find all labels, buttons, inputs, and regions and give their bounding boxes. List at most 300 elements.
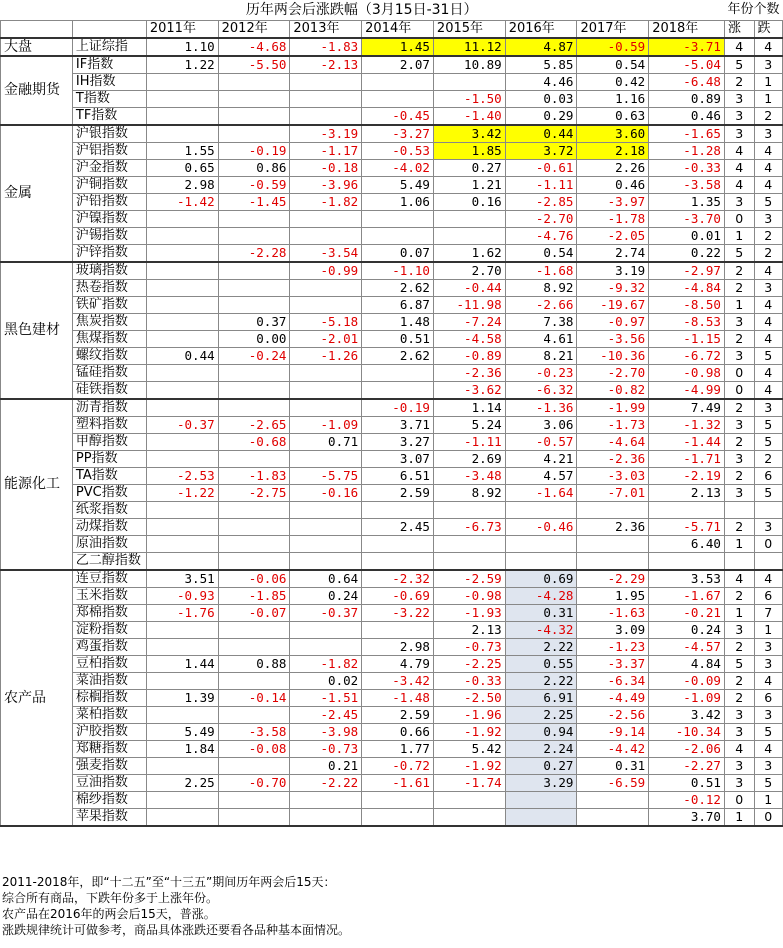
table-row [1,740,783,757]
down-count: 4 [754,262,782,280]
commodity-name: 沥青指数 [72,399,146,417]
value-cell: -1.82 [290,193,362,210]
value-cell: -6.59 [577,774,649,791]
up-count: 4 [724,142,754,159]
table-row [1,535,783,552]
value-cell: -1.96 [433,706,505,723]
value-cell: -0.93 [146,587,218,604]
year-header: 2018年 [649,20,725,38]
value-cell: 2.36 [577,518,649,535]
value-cell: -1.40 [433,107,505,125]
down-count: 2 [754,107,782,125]
value-cell: -2.32 [362,570,434,588]
value-cell: -0.69 [362,587,434,604]
value-cell: 0.02 [290,672,362,689]
value-cell: -0.08 [218,740,290,757]
value-cell: -0.45 [362,107,434,125]
commodity-name: 热卷指数 [72,279,146,296]
value-cell [505,808,577,826]
value-cell: -4.28 [505,587,577,604]
note-line: 涨跌规律统计可做参考，商品具体涨跌还要看各品种基本面情况。 [2,923,351,937]
table-row [1,313,783,330]
up-header: 涨 [724,20,754,38]
value-cell: -3.03 [577,467,649,484]
value-cell: 0.65 [146,159,218,176]
value-cell [505,552,577,570]
value-cell: -1.76 [146,604,218,621]
value-cell: -4.64 [577,433,649,450]
value-cell: 6.91 [505,689,577,706]
value-cell: -3.62 [433,381,505,399]
commodity-name: IF指数 [72,56,146,74]
table-row [1,689,783,706]
down-count: 4 [754,176,782,193]
value-cell: 0.51 [649,774,725,791]
value-cell: -2.66 [505,296,577,313]
value-cell [218,399,290,417]
category-label: 金属 [1,125,73,262]
value-cell: -0.21 [649,604,725,621]
value-cell: -1.09 [290,416,362,433]
value-cell [218,638,290,655]
table-row [1,381,783,399]
commodity-name: 沪铜指数 [72,176,146,193]
down-count: 4 [754,740,782,757]
value-cell: 1.14 [433,399,505,417]
value-cell: 2.13 [433,621,505,638]
commodity-name: 淀粉指数 [72,621,146,638]
down-count: 3 [754,757,782,774]
commodity-name: 沪铅指数 [72,193,146,210]
year-header: 2013年 [290,20,362,38]
down-count: 1 [754,791,782,808]
value-cell: -1.92 [433,757,505,774]
value-cell [146,227,218,244]
value-cell: -2.53 [146,467,218,484]
down-count: 1 [754,90,782,107]
down-count: 3 [754,638,782,655]
value-cell [290,518,362,535]
down-count [754,501,782,518]
value-cell: 0.44 [505,125,577,143]
value-cell: 0.42 [577,73,649,90]
value-cell: 2.98 [146,176,218,193]
value-cell: 2.25 [146,774,218,791]
value-cell: 2.24 [505,740,577,757]
value-cell: -6.48 [649,73,725,90]
value-cell: 0.27 [433,159,505,176]
commodity-name: 动煤指数 [72,518,146,535]
value-cell: -1.42 [146,193,218,210]
table-row [1,279,783,296]
value-cell: -3.22 [362,604,434,621]
value-cell [218,808,290,826]
value-cell [146,279,218,296]
up-count: 4 [724,38,754,56]
down-count: 2 [754,450,782,467]
value-cell: -10.34 [649,723,725,740]
value-cell: 3.60 [577,125,649,143]
table-row [1,604,783,621]
value-cell: 1.77 [362,740,434,757]
value-cell: -3.70 [649,210,725,227]
table-row [1,227,783,244]
value-cell: 7.49 [649,399,725,417]
category-label: 金融期货 [1,56,73,125]
up-count: 2 [724,587,754,604]
commodity-name: 郑棉指数 [72,604,146,621]
value-cell: -1.45 [218,193,290,210]
value-cell [146,433,218,450]
value-cell [290,808,362,826]
value-cell: 2.59 [362,706,434,723]
commodity-name: PVC指数 [72,484,146,501]
table-row [1,467,783,484]
up-count: 3 [724,757,754,774]
down-count: 1 [754,73,782,90]
value-cell [146,672,218,689]
value-cell: 5.49 [362,176,434,193]
value-cell: 1.10 [146,38,218,56]
table-row [1,399,783,417]
commodity-name: 玻璃指数 [72,262,146,280]
value-cell: -0.61 [505,159,577,176]
down-count: 4 [754,381,782,399]
value-cell: -2.19 [649,467,725,484]
value-cell [362,364,434,381]
value-cell: -0.89 [433,347,505,364]
value-cell [505,501,577,518]
value-cell: -1.73 [577,416,649,433]
value-cell [146,364,218,381]
down-count: 5 [754,193,782,210]
down-count: 4 [754,142,782,159]
table-row [1,808,783,826]
table-row [1,364,783,381]
year-header: 2011年 [146,20,218,38]
value-cell [577,808,649,826]
value-cell [146,244,218,262]
down-count: 7 [754,604,782,621]
value-cell [146,330,218,347]
value-cell: 2.70 [433,262,505,280]
up-count: 2 [724,672,754,689]
value-cell: 5.24 [433,416,505,433]
value-cell: -0.37 [146,416,218,433]
value-cell: -2.85 [505,193,577,210]
value-cell: 0.31 [577,757,649,774]
value-cell: 2.59 [362,484,434,501]
commodity-name: 菜油指数 [72,672,146,689]
value-cell: -0.18 [290,159,362,176]
value-cell: -7.24 [433,313,505,330]
table-row [1,416,783,433]
up-count: 2 [724,279,754,296]
value-cell: 5.85 [505,56,577,74]
up-count: 3 [724,90,754,107]
table-row [1,501,783,518]
value-cell: -3.48 [433,467,505,484]
value-cell: -1.48 [362,689,434,706]
value-cell: -4.57 [649,638,725,655]
up-count: 2 [724,518,754,535]
up-count: 5 [724,244,754,262]
value-cell [362,227,434,244]
value-cell: 1.84 [146,740,218,757]
table-row [1,757,783,774]
table-row [1,621,783,638]
table-row [1,774,783,791]
value-cell: -7.01 [577,484,649,501]
value-cell: 0.69 [505,570,577,588]
up-count: 2 [724,467,754,484]
value-cell [146,399,218,417]
value-cell [146,381,218,399]
value-cell [290,552,362,570]
value-cell [146,107,218,125]
value-cell [290,227,362,244]
table-row [1,73,783,90]
value-cell: 0.46 [577,176,649,193]
value-cell: -4.76 [505,227,577,244]
table-row [1,552,783,570]
value-cell [218,210,290,227]
up-count: 3 [724,193,754,210]
value-cell: -3.58 [218,723,290,740]
value-cell: -0.73 [290,740,362,757]
down-count: 6 [754,689,782,706]
value-cell: 1.21 [433,176,505,193]
up-count: 1 [724,296,754,313]
value-cell: 2.74 [577,244,649,262]
table-row [1,142,783,159]
value-cell [649,552,725,570]
value-cell [290,73,362,90]
value-cell [433,791,505,808]
value-cell: -3.19 [290,125,362,143]
table-row [1,638,783,655]
value-cell [218,535,290,552]
value-cell: 0.64 [290,570,362,588]
down-count: 3 [754,655,782,672]
value-cell [146,501,218,518]
value-cell: -2.22 [290,774,362,791]
up-count: 3 [724,484,754,501]
value-cell: -0.68 [218,433,290,450]
value-cell: -2.01 [290,330,362,347]
table-row [1,723,783,740]
value-cell [146,638,218,655]
value-cell: -4.58 [433,330,505,347]
commodity-name: 螺纹指数 [72,347,146,364]
value-cell: 2.18 [577,142,649,159]
value-cell: -0.37 [290,604,362,621]
up-count: 3 [724,125,754,143]
note-line: 农产品在2016年的两会后15天，普涨。 [2,907,216,921]
table-row [1,176,783,193]
value-cell: -4.32 [505,621,577,638]
value-cell: -0.72 [362,757,434,774]
value-cell: 1.95 [577,587,649,604]
value-cell: -2.45 [290,706,362,723]
value-cell: 3.42 [649,706,725,723]
value-cell [218,279,290,296]
value-cell [290,90,362,107]
value-cell [362,501,434,518]
value-cell: -2.70 [577,364,649,381]
value-cell: -0.33 [433,672,505,689]
value-cell: -2.05 [577,227,649,244]
year-header: 2012年 [218,20,290,38]
down-count: 4 [754,570,782,588]
value-cell [290,296,362,313]
value-cell: -1.83 [218,467,290,484]
value-cell: -11.98 [433,296,505,313]
value-cell [362,210,434,227]
value-cell [218,621,290,638]
value-cell: 1.06 [362,193,434,210]
value-cell: -3.71 [649,38,725,56]
up-count: 3 [724,313,754,330]
value-cell: 0.03 [505,90,577,107]
value-cell: 1.48 [362,313,434,330]
down-count: 0 [754,808,782,826]
commodity-name: 甲醇指数 [72,433,146,450]
value-cell: 0.54 [505,244,577,262]
value-cell [218,450,290,467]
header-blank [1,20,73,38]
value-cell [146,450,218,467]
category-label: 大盘 [1,38,73,56]
value-cell: -5.71 [649,518,725,535]
down-count: 3 [754,56,782,74]
value-cell: -10.36 [577,347,649,364]
value-cell: -1.78 [577,210,649,227]
value-cell: -1.67 [649,587,725,604]
down-count: 1 [754,621,782,638]
value-cell: 1.62 [433,244,505,262]
value-cell: -3.54 [290,244,362,262]
value-cell: 4.21 [505,450,577,467]
commodity-name: TF指数 [72,107,146,125]
value-cell: -1.50 [433,90,505,107]
up-count: 2 [724,399,754,417]
value-cell: -0.82 [577,381,649,399]
table-row [1,706,783,723]
value-cell: 0.55 [505,655,577,672]
value-cell [146,791,218,808]
commodity-name: 郑糖指数 [72,740,146,757]
value-cell: -4.02 [362,159,434,176]
value-cell: -4.84 [649,279,725,296]
value-cell [290,791,362,808]
count-header: 年份个数 [727,1,780,17]
commodity-name: 沪铝指数 [72,142,146,159]
value-cell: -5.50 [218,56,290,74]
table-row [1,330,783,347]
header-row [1,20,783,38]
commodity-name: 豆油指数 [72,774,146,791]
value-cell [146,552,218,570]
value-cell: -0.53 [362,142,434,159]
value-cell: 1.45 [362,38,434,56]
down-count: 4 [754,313,782,330]
value-cell: 3.29 [505,774,577,791]
down-count: 4 [754,330,782,347]
table-row [1,484,783,501]
down-count: 3 [754,279,782,296]
up-count: 4 [724,176,754,193]
table-row [1,655,783,672]
value-cell [218,672,290,689]
value-cell: 8.92 [505,279,577,296]
value-cell [290,501,362,518]
table-row [1,210,783,227]
commodity-name: 原油指数 [72,535,146,552]
value-cell: 8.92 [433,484,505,501]
value-cell: 2.25 [505,706,577,723]
value-cell [362,552,434,570]
down-count: 5 [754,723,782,740]
table-title: 历年两会后涨跌幅（3月15日-31日） [245,1,478,18]
value-cell: 3.19 [577,262,649,280]
value-cell: -2.25 [433,655,505,672]
value-cell: 3.27 [362,433,434,450]
table-row [1,107,783,125]
value-cell: 3.72 [505,142,577,159]
value-cell: -8.50 [649,296,725,313]
value-cell: -0.73 [433,638,505,655]
value-cell [146,706,218,723]
table-row [1,193,783,210]
value-cell: -1.09 [649,689,725,706]
commodity-name: 塑料指数 [72,416,146,433]
value-cell: -1.17 [290,142,362,159]
value-cell: -3.58 [649,176,725,193]
value-cell: 0.31 [505,604,577,621]
value-cell [290,638,362,655]
category-label: 黑色建材 [1,262,73,399]
value-cell: 4.46 [505,73,577,90]
up-count: 2 [724,73,754,90]
value-cell: -6.72 [649,347,725,364]
value-cell: -1.74 [433,774,505,791]
value-cell: -2.28 [218,244,290,262]
value-cell: 4.61 [505,330,577,347]
commodity-name: 焦炭指数 [72,313,146,330]
notes [2,874,350,938]
value-cell: 0.86 [218,159,290,176]
value-cell [218,90,290,107]
category-label: 能源化工 [1,399,73,570]
note-line: 2011-2018年，即“十二五”至“十三五”期间历年两会后15天： [2,875,336,889]
value-cell: 2.98 [362,638,434,655]
commodity-name: 苹果指数 [72,808,146,826]
value-cell: -4.42 [577,740,649,757]
value-cell [146,535,218,552]
value-cell [362,90,434,107]
value-cell: -0.07 [218,604,290,621]
value-cell: 6.51 [362,467,434,484]
value-cell [218,381,290,399]
value-cell: -2.75 [218,484,290,501]
table-row [1,570,783,588]
down-count: 5 [754,347,782,364]
value-cell: -3.98 [290,723,362,740]
value-cell: 2.69 [433,450,505,467]
year-header: 2015年 [433,20,505,38]
value-cell: -1.63 [577,604,649,621]
